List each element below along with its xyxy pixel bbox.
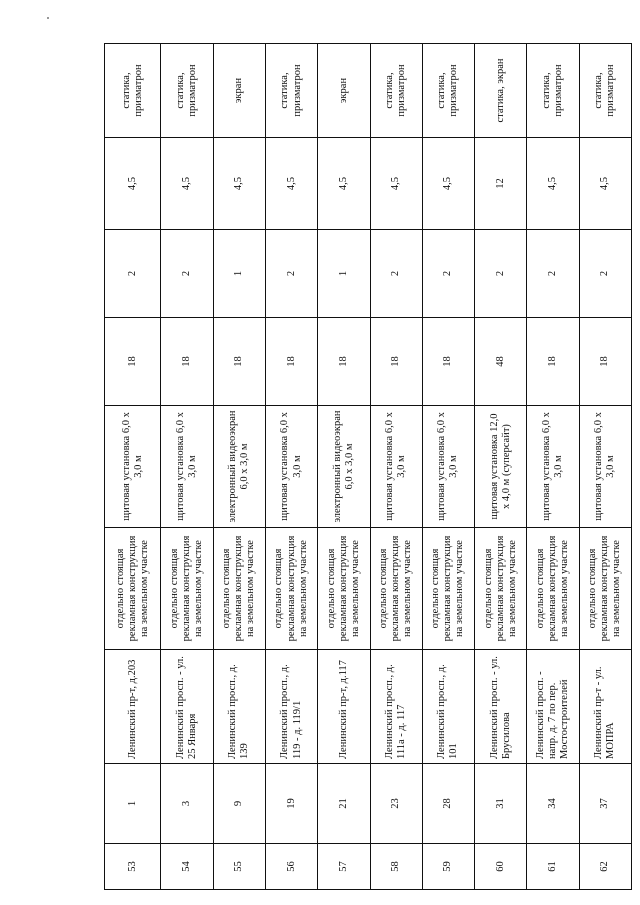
row-number-cell: 55 (213, 844, 265, 890)
area-cell: 18 (161, 318, 213, 406)
height-cell: 4,5 (318, 138, 370, 230)
structure-type-cell: щитовая установка 6,0 х 3,0 м (579, 406, 631, 528)
structure-id-cell: 23 (370, 764, 422, 844)
placement-cell: отдельно стоящая рекламная конструкция на земельном участке (527, 528, 579, 650)
structure-type-cell: щитовая установка 6,0 х 3,0 м (161, 406, 213, 528)
area-cell: 18 (265, 318, 317, 406)
structure-id-cell: 28 (422, 764, 474, 844)
sides-cell: 2 (105, 230, 161, 318)
placement-cell: отдельно стоящая рекламная конструкция на земельном участке (105, 528, 161, 650)
structure-type-cell: щитовая установка 6,0 х 3,0 м (370, 406, 422, 528)
display-mode-cell: статика, призматрон (527, 44, 579, 138)
sides-cell: 1 (213, 230, 265, 318)
address-cell: Ленинский пр-т - ул. МОПРА (579, 650, 631, 764)
structure-id-cell: 37 (579, 764, 631, 844)
structure-id-cell: 31 (475, 764, 527, 844)
sides-cell: 2 (579, 230, 631, 318)
area-cell: 18 (105, 318, 161, 406)
row-number-cell: 56 (265, 844, 317, 890)
display-mode-cell: статика, призматрон (579, 44, 631, 138)
row-number-cell: 60 (475, 844, 527, 890)
table-row (527, 44, 579, 890)
sides-cell: 2 (527, 230, 579, 318)
structure-id-cell: 21 (318, 764, 370, 844)
table-row (370, 44, 422, 890)
height-cell: 4,5 (370, 138, 422, 230)
table-row (265, 44, 317, 890)
height-cell: 4,5 (579, 138, 631, 230)
height-cell: 4,5 (527, 138, 579, 230)
row-number-cell: 59 (422, 844, 474, 890)
height-cell: 4,5 (105, 138, 161, 230)
structure-type-cell: щитовая установка 12,0 х 4,0 м (суперсайт) (475, 406, 527, 528)
placement-cell: отдельно стоящая рекламная конструкция на земельном участке (265, 528, 317, 650)
height-cell: 4,5 (422, 138, 474, 230)
row-number-cell: 54 (161, 844, 213, 890)
placement-cell: отдельно стоящая рекламная конструкция на земельном участке (161, 528, 213, 650)
placement-cell: отдельно стоящая рекламная конструкция на земельном участке (213, 528, 265, 650)
table-row (213, 44, 265, 890)
display-mode-cell: статика, экран (475, 44, 527, 138)
placement-cell: отдельно стоящая рекламная конструкция на земельном участке (422, 528, 474, 650)
display-mode-cell: статика, призматрон (105, 44, 161, 138)
address-cell: Ленинский просп., д. 111а - д. 117 (370, 650, 422, 764)
address-cell: Ленинский просп., д. 101 (422, 650, 474, 764)
display-mode-cell: статика, призматрон (370, 44, 422, 138)
structure-id-cell: 3 (161, 764, 213, 844)
advertising-structures-table (104, 43, 632, 890)
structure-type-cell: щитовая установка 6,0 х 3,0 м (527, 406, 579, 528)
placement-cell: отдельно стоящая рекламная конструкция на земельном участке (579, 528, 631, 650)
table-row (161, 44, 213, 890)
row-number-cell: 61 (527, 844, 579, 890)
area-cell: 18 (579, 318, 631, 406)
address-cell: Ленинский просп., д. 139 (213, 650, 265, 764)
structure-id-cell: 19 (265, 764, 317, 844)
height-cell: 4,5 (265, 138, 317, 230)
sides-cell: 1 (318, 230, 370, 318)
area-cell: 18 (527, 318, 579, 406)
address-cell: Ленинский пр-т, д.203 (105, 650, 161, 764)
rotated-table-wrapper (104, 44, 632, 890)
table-row (475, 44, 527, 890)
address-cell: Ленинский просп. - ул. Брусилова (475, 650, 527, 764)
structure-id-cell: 34 (527, 764, 579, 844)
sides-cell: 2 (265, 230, 317, 318)
placement-cell: отдельно стоящая рекламная конструкция на земельном участке (318, 528, 370, 650)
address-cell: Ленинский просп. - ул. 25 Января (161, 650, 213, 764)
table-row (318, 44, 370, 890)
height-cell: 4,5 (213, 138, 265, 230)
area-cell: 18 (318, 318, 370, 406)
area-cell: 18 (213, 318, 265, 406)
display-mode-cell: статика, призматрон (161, 44, 213, 138)
area-cell: 48 (475, 318, 527, 406)
area-cell: 18 (370, 318, 422, 406)
structure-type-cell: электронный видеоэкран 6,0 х 3,0 м (318, 406, 370, 528)
table-row (422, 44, 474, 890)
table-row (579, 44, 631, 890)
address-cell: Ленинский пр-т, д.117 (318, 650, 370, 764)
placement-cell: отдельно стоящая рекламная конструкция на земельном участке (370, 528, 422, 650)
address-cell: Ленинский просп. - напр. д. 7 по пер. Мостостроителей (527, 650, 579, 764)
display-mode-cell: экран (213, 44, 265, 138)
row-number-cell: 57 (318, 844, 370, 890)
height-cell: 12 (475, 138, 527, 230)
structure-id-cell: 1 (105, 764, 161, 844)
display-mode-cell: статика, призматрон (422, 44, 474, 138)
row-number-cell: 62 (579, 844, 631, 890)
structure-id-cell: 9 (213, 764, 265, 844)
structure-type-cell: электронный видеоэкран 6,0 х 3,0 м (213, 406, 265, 528)
table-row (105, 44, 161, 890)
display-mode-cell: статика, призматрон (265, 44, 317, 138)
sides-cell: 2 (422, 230, 474, 318)
sides-cell: 2 (161, 230, 213, 318)
placement-cell: отдельно стоящая рекламная конструкция на земельном участке (475, 528, 527, 650)
sides-cell: 2 (370, 230, 422, 318)
scan-speck (47, 17, 49, 19)
structure-type-cell: щитовая установка 6,0 х 3,0 м (265, 406, 317, 528)
structure-type-cell: щитовая установка 6,0 х 3,0 м (422, 406, 474, 528)
row-number-cell: 53 (105, 844, 161, 890)
address-cell: Ленинский просп., д. 119 - д. 119/1 (265, 650, 317, 764)
sides-cell: 2 (475, 230, 527, 318)
height-cell: 4,5 (161, 138, 213, 230)
structure-type-cell: щитовая установка 6,0 х 3,0 м (105, 406, 161, 528)
row-number-cell: 58 (370, 844, 422, 890)
area-cell: 18 (422, 318, 474, 406)
display-mode-cell: экран (318, 44, 370, 138)
